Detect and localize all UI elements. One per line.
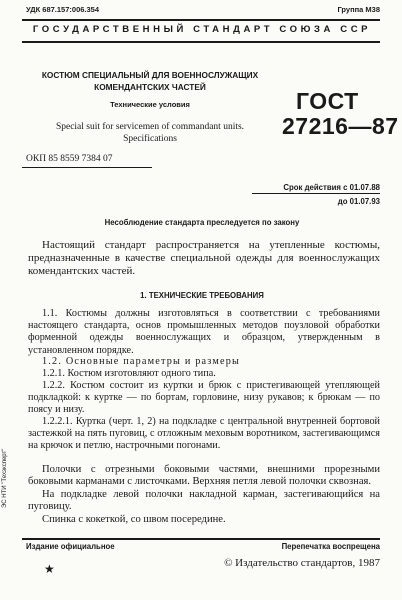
okp-code: ОКП 85 8559 7384 07 [26,154,113,164]
paragraph-1-2-2: 1.2.2. Костюм состоит из куртки и брюк с пристегивающей утепляющей подкладкой: к куртке — по бортам, горловине, низу рукавов; к брюкам — по поясу и низу. [28,380,380,416]
state-standard-banner: ГОСУДАРСТВЕННЫЙ СТАНДАРТ СОЮЗА ССР [32,24,372,35]
reprint-notice: Перепечатка воспрещена [281,542,380,551]
official-edition: Издание официальное [26,542,115,551]
udk-code: УДК 687.157:006.354 [26,5,100,14]
title-line-2: КОМЕНДАНТСКИХ ЧАСТЕЙ [94,82,206,92]
conditions-label: Технические условия [110,100,190,109]
validity-from: Срок действия с 01.07.88 [283,183,380,192]
paragraph-1-2: 1.2. Основные параметры и размеры [42,356,241,367]
copyright-line: © Издательство стандартов, 1987 [224,557,380,569]
side-note: ЭС НТИ "Техэксперт" [2,448,8,508]
paragraph-back: Спинка с кокеткой, со швом посередине. [42,514,226,525]
top-rule [22,19,380,21]
paragraph-1-1: 1.1. Костюмы должны изготовляться в соответствии с требованиями настоящего стандарта, основ промышленных методов поузловой обработки форменной одежды военнослужащих и образцом, утвержденным в установленном порядке. [28,308,380,356]
title-line-1: КОСТЮМ СПЕЦИАЛЬНЫЙ ДЛЯ ВОЕННОСЛУЖАЩИХ [41,70,259,80]
paragraph-1-2-2-1: 1.2.2.1. Куртка (черт. 1, 2) на подкладке с центральной внутренней бортовой застежкой на пять пуговиц, с отложным меховым воротником, застегивающимся на крючок и петлю, настрочными погонами. [28,416,380,452]
legal-notice: Несоблюдение стандарта преследуется по закону [104,218,300,227]
paragraph-front-panels: Полочки с отрезными боковыми частями, внешними прорезными боковыми карманами с листочками. Верхняя петля левой полочки сквозная. [28,464,380,488]
section-1-heading: 1. ТЕХНИЧЕСКИЕ ТРЕБОВАНИЯ [140,291,264,300]
okp-rule [22,167,152,168]
validity-to: до 01.07.93 [337,197,380,206]
english-title-line-1: Special suit for servicemen of commandant units. [55,122,245,132]
banner-rule [22,41,380,43]
paragraph-inner-pocket: На подкладке левой полочки накладной карман, застегивающийся на пуговицу. [28,489,380,513]
star-icon: ★ [44,562,55,576]
intro-paragraph: Настоящий стандарт распространяется на утепленные костюмы, предназначенные в качестве специальной одежды для военнослужащих комендантских частей. [28,239,380,277]
group-code: Группа М38 [337,5,380,14]
gost-label: ГОСТ [296,88,359,114]
english-title-line-2: Specifications [123,134,177,144]
footer-rule [22,538,380,540]
validity-rule [252,193,380,194]
gost-number: 27216—87 [282,113,399,139]
paragraph-1-2-1: 1.2.1. Костюм изготовляют одного типа. [42,368,216,379]
